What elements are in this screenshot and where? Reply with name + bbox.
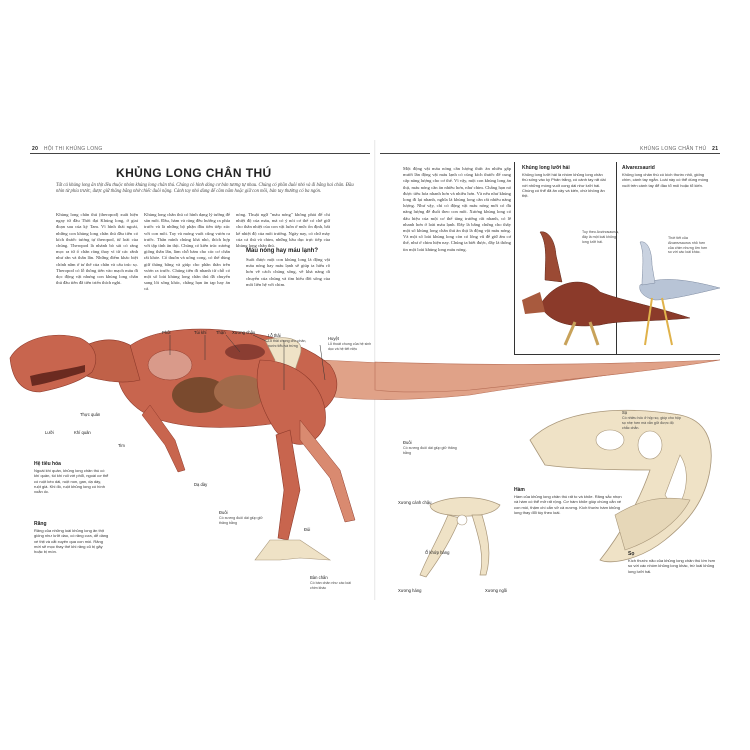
page-title: KHỦNG LONG CHÂN THÚ (116, 166, 272, 180)
label-tongue: Lưỡi (45, 430, 54, 435)
teeth-caption-title: Răng (34, 521, 47, 527)
label-pubic-bone: Xương háng (398, 588, 422, 593)
right-column-1: Một động vật máu nóng cần lượng thức ăn nhiều gấp mười lần động vật máu lạnh có cùng kích thước để cung cấp năng lượng cho cơ thể. Vì vậy, một con khủng long ăn thịt, máu nóng cần ăn nhiều hơn, như chim. Chẳng hạn nó được tiêu hóa nhanh hơn và nhiều hơn. Và nếu như khủng long đi lại nhanh, nghĩa là khủng long cần rất nhiều năng lượng. Như vậy, chỉ có động vật máu nóng mới có đủ năng lượng để đuổi theo con mồi. Xương khủng long có dấu hiệu của một cơ thể tăng trưởng rất nhanh, có lẽ nhanh hơn ở loài máu lạnh. Đây là bằng chứng cho thấy một số khủng long chân thú ăn thịt là động vật máu nóng. Và một số loài khủng long còn có lông vũ để giữ ấm cơ thể, như ở chim hiện nay. Chúng ta biết được, đây là thông tin một loài khủng long máu nóng. (403, 166, 511, 252)
right-page-number: 21 (712, 146, 719, 152)
therizinosaur-image-note: Tuy theo Axzinosaurus, đây là một loài khủng long lưỡi hái. (582, 230, 620, 244)
theropod-skull (530, 410, 711, 561)
label-ischium: Xương ngồi (485, 588, 508, 593)
alvarezsaurid-text: Khủng long chân thú có kích thước nhỏ, giống chim, cánh tay ngắn. Loài này có thể dùng móng vuốt trên cánh tay để đào tổ mối hoặc tổ kiến. (622, 172, 709, 188)
left-running-head-text: HỘI THI KHỦNG LONG (43, 146, 103, 152)
foot-note: Có bàn chân như các loài chim khác (310, 581, 351, 590)
alvarezsaurid-figure (640, 242, 720, 345)
left-column-3-bottom: Suốt được một con khủng long là động vật máu nóng hay máu lạnh sẽ giúp ta hiểu rõ hơn về cách chúng sống, về khả năng di chuyển của chúng và tìm hiểu đời sống của mối liên hệ với chim. (246, 257, 330, 287)
label-foot: Bàn chân (310, 575, 328, 580)
intro-paragraph: Tất cả khủng long ăn thịt đều thuộc nhóm khủng long chân thú. Chúng có hình dáng cơ bản tương tự nhau. Chúng có phần đuôi nhỏ và đi bằng hai chân. Đầu nhìn từ phía trước, được giữ thăng bằng nhờ chiếc đuôi nặng. Cánh tay nhỏ dùng để cầm nắm hoặc giữ con mồi, bàn tay thường có ba ngón. (56, 183, 354, 195)
jaw-caption (514, 488, 624, 515)
right-running-head-text: KHỦNG LONG CHÂN THÚ (640, 146, 707, 152)
label-cloaca: Lỗ thải (268, 333, 281, 338)
tail-continuation (375, 360, 720, 392)
therizinosaur-text: Khủng long lưỡi hái là nhóm khủng long chân thú sống vào kỷ Phấn trắng, có cánh tay rất dài với những móng vuốt cong dài như lưỡi hái. Chúng có thể đã ăn cây và kiến, chứ không ăn thịt. (522, 172, 606, 199)
teeth-caption-text: Răng của những loài khủng long ăn thịt giống như lưỡi dao, có răng cưa, dễ dàng xé thịt và cắt xuyên qua con mồi. Răng mới sẽ mọc thay thế khi răng cũ bị gãy hoặc bị mòn. (34, 528, 109, 555)
alvarezsaurid-image-note: Thời tiết của Alvarezsaurus nhỏ hơn của chim nhưng lớn hơn so với các loài khác. (668, 236, 708, 255)
left-column-1: Khủng long chân thú (theropod) xuất hiện ngay từ đầu Thời đại Khủng long, ở giai đoạn sau của kỷ Tam. Vì hình thái ngoài, những con khủng long chân thú đầu tiên có kích thước tương tự theropod, từ loài của chúng. Theropod là nhánh bò sát có răng mọc ra từ ổ chân răng thay vì từ các rãnh như rắn và thằn lằn. Những điểm khác biệt chính nằm ở tư thế của chân và cấu trúc sọ. Theropod có lỗ thông tiến vào mạch máu đi dọc động vật nhưng con khủng long chân thú đầu tiên đã tiến triển thích nghi. (56, 212, 138, 286)
label-hipbone: Huyệt (328, 336, 339, 341)
label-heart: Tim (118, 443, 125, 448)
left-page-number: 20 (32, 146, 39, 152)
jaw-caption-title: Hàm (514, 487, 525, 493)
label-windpipe: Khí quản (74, 430, 91, 435)
label-ilium: Xương cánh chậu (398, 500, 432, 505)
tail-note: Có xương đuôi dài giúp giữ thăng bằng (219, 516, 263, 525)
alvarezsaurid-title: Alvarezsaurid (622, 165, 655, 171)
left-column-3-top: nóng. Thuật ngữ "máu nóng" không phải để chỉ nhiệt độ của máu, mà có ý nói cơ thể có chế giữ cho thân nhiệt của con vật luôn ở mức ổn định, bất kể nhiệt độ của môi trường. Ngày nay, có chứ mày của cả thú và chim, những bầu dục trực tiếp của khủng long chân thú. (236, 212, 330, 249)
skull-caption-title: Sọ (628, 551, 635, 557)
skull-caption-text: Kích thước não của khủng long chân thú lớn hơn so với các nhóm khủng long khác, trừ loài khủng long lưỡi hái. (628, 558, 716, 574)
label-pubis: Xương chậu (232, 330, 256, 335)
label-tail-right: Đuôi (403, 440, 412, 445)
label-hip-socket: Ổ khớp háng (425, 550, 450, 555)
digestive-caption-text: Ngoài khí quản, khủng long chân thú có khí quản, túi khí nối với phổi, ngoài cơ thể có ruột kéo dài, ruột non, gan, dạ dày, ruột già. Khi đó, ruột khủng long có hình xoắn ốc. (34, 468, 109, 495)
left-column-2: Khủng long chân thú có hình dạng lý tưởng để săn mồi. Đầu, hàm và răng đều hướng ra phía trước và là những bộ phận đầu tiên tiếp xúc với con mồi. Tay và móng vuốt cũng vươn ra trước. Thân mình chúng khá nhỏ, thích hợp với tập tính ăn thịt. Chúng có kiến trúc xương giống thằn lằn, làm chỗ bám cho các cơ chân rất khỏe. Cổ thuôn và uống cong, có thể dùng giữ thăng bằng và giúp cho phần thân trên vươn ra trước. Chúng tiến đi nhanh từ chỗ có một số loài khủng long chân thú đã chuyển sang lối sống khác, chẳng hạn ăn tạp hay ăn cá. (144, 212, 230, 292)
tail-right-note: Có xương đuôi dài giúp giữ thăng bằng (403, 446, 457, 455)
label-thigh: Đùi (304, 527, 311, 532)
therizinosaur-title: Khủng long lưỡi hái (522, 165, 570, 171)
label-air-sac: Túi khí (194, 330, 207, 335)
blood-subheading: Máu nóng hay máu lạnh? (246, 248, 319, 254)
jaw-caption-text: Hàm của khủng long chân thú rất to và khỏe. Răng sắc nhọn và hàm có thể mở rất rộng. Cơ hàm khỏe giúp chúng cắn xé con mồi, thậm chí cắn vỡ cả xương. Kích thước hàm khủng long thay đổi tùy theo loài. (514, 494, 622, 515)
label-stomach: Dạ dày (194, 482, 208, 487)
hipbone-note: Lỗ thoát chung của hệ sinh dục và hệ tiết niệu (328, 342, 372, 351)
skull-caption (628, 552, 716, 574)
label-tail: Đuôi (219, 510, 228, 515)
label-skull: Sọ (622, 410, 628, 415)
cloaca-note: Lỗ thải chung cho phân, nước tiểu và trứng (268, 339, 307, 348)
skull-note: Có nhiều hốc ở hộp sọ, giúp cho hộp sọ nhẹ hơn mà vẫn giữ được độ chắc chắn. (622, 416, 681, 430)
label-esophagus: Thực quản (80, 412, 101, 417)
pelvis-diagram (420, 498, 500, 578)
label-kidney: Thận (216, 330, 226, 335)
label-lung: Phổi (162, 330, 171, 335)
digestive-caption-title: Hệ tiêu hóa (34, 461, 61, 467)
